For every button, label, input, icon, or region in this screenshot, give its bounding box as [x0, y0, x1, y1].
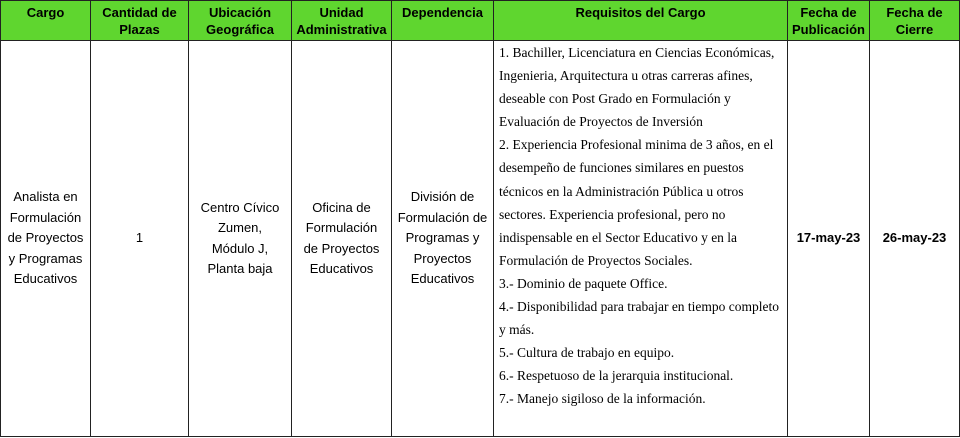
- header-dependencia: Dependencia: [392, 1, 494, 41]
- cell-ubicacion: Centro Cívico Zumen, Módulo J, Planta baja: [189, 41, 292, 437]
- header-requisitos: Requisitos del Cargo: [494, 1, 788, 41]
- cell-unidad: Oficina de Formulación de Proyectos Educativos: [292, 41, 392, 437]
- header-unidad-administrativa: Unidad Administrativa: [292, 1, 392, 41]
- table-row: [1, 41, 960, 437]
- requisito-item: 6.- Respetuoso de la jerarquia institucional.: [499, 368, 734, 384]
- requisito-item: 4.- Disponibilidad para trabajar en tiempo completo y más.: [499, 299, 780, 338]
- header-row: [1, 1, 960, 41]
- header-cantidad-plazas: Cantidad de Plazas: [91, 1, 189, 41]
- cell-fecha-publicacion: 17-may-23: [788, 41, 870, 437]
- header-fecha-publicacion: Fecha de Publicación: [788, 1, 870, 41]
- requisito-item: 7.- Manejo sigiloso de la información.: [499, 391, 706, 407]
- header-ubicacion: Ubicación Geográfica: [189, 1, 292, 41]
- requisito-item: 3.- Dominio de paquete Office.: [499, 275, 668, 291]
- header-fecha-cierre: Fecha de Cierre: [870, 1, 960, 41]
- cell-dependencia: División de Formulación de Programas y Proyectos Educativos: [392, 41, 494, 437]
- requisito-item: 1. Bachiller, Licenciatura en Ciencias Económicas, Ingenieria, Arquitectura u otras carreras afines, deseable con Post Grado en Formulación y Evaluación de Proyectos de Inversión: [499, 45, 775, 130]
- cell-cargo: Analista en Formulación de Proyectos y Programas Educativos: [1, 41, 91, 437]
- cell-cantidad: 1: [91, 41, 189, 437]
- cell-fecha-cierre: 26-may-23: [870, 41, 960, 437]
- cell-requisitos: [494, 41, 788, 437]
- header-cargo: Cargo: [1, 1, 91, 41]
- requisito-item: 5.- Cultura de trabajo en equipo.: [499, 345, 675, 361]
- requisito-item: 2. Experiencia Profesional minima de 3 años, en el desempeño de funciones similares en puestos técnicos en la Administración Pública u otros sectores. Experiencia profesional, pero no indispensable en el Sector Educativo y en la Formulación de Proyectos Sociales.: [499, 137, 774, 268]
